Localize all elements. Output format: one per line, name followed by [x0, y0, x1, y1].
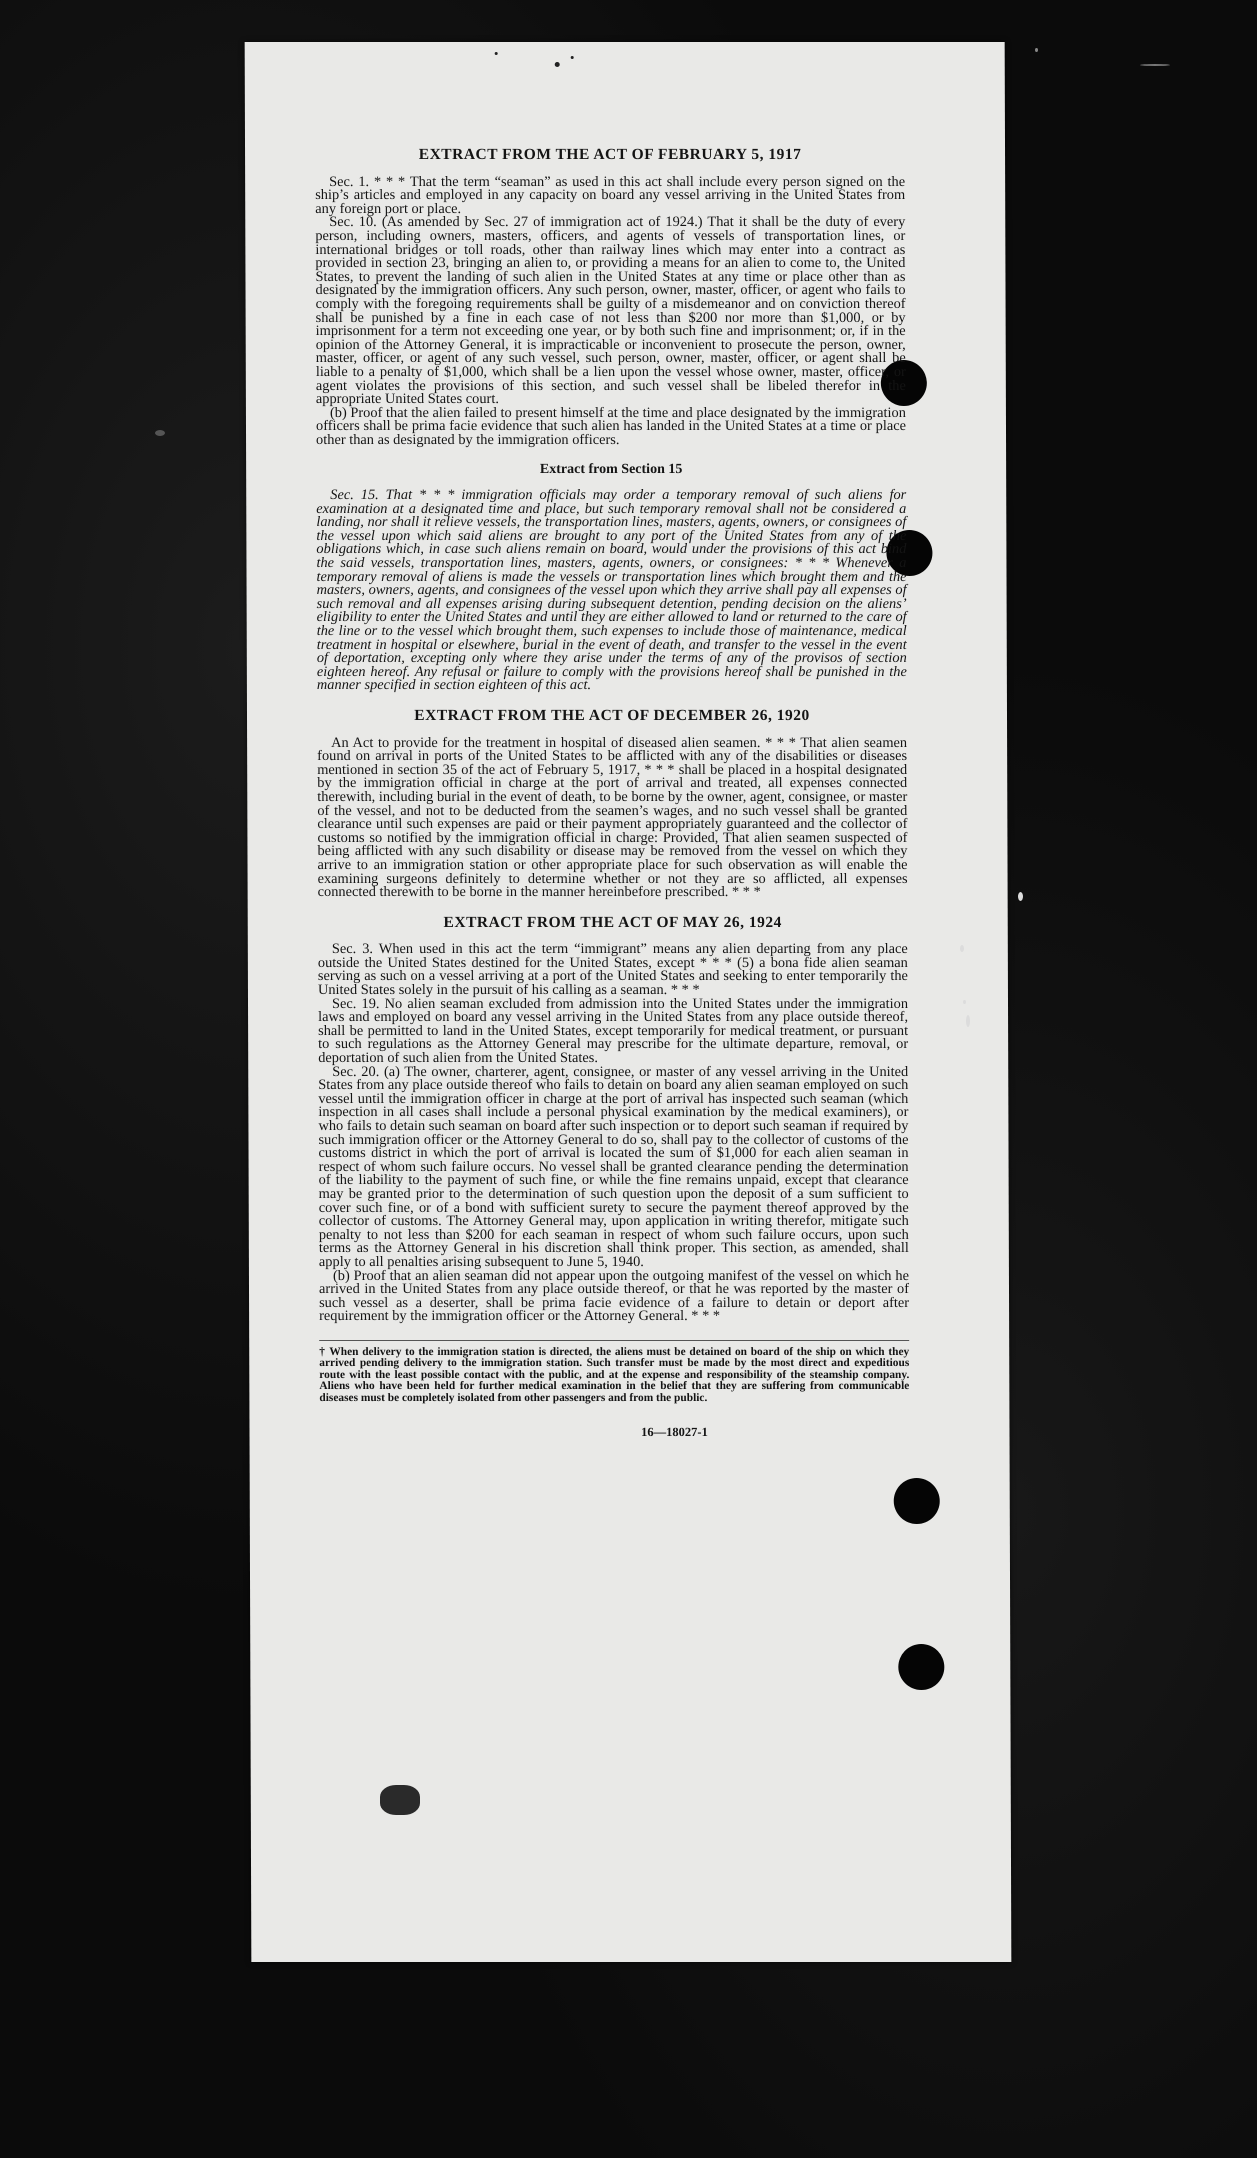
section-paragraph: Sec. 3. When used in this act the term “immigrant” means any alien departing from any place outside the United States destined for the United States, except * * * (5) a bona fide alien seaman serving as such on a vessel arriving at a port of the United States and seeking to enter temporarily the United States solely in the pursuit of his calling as a seaman. * * *: [317, 941, 908, 999]
punch-hole: [898, 1644, 944, 1690]
scan-speck: [966, 1015, 970, 1027]
document-content: [315, 148, 910, 1440]
section-heading: EXTRACT FROM THE ACT OF MAY 26, 1924: [443, 913, 782, 931]
section-paragraph: Sec. 19. No alien seaman excluded from admission into the United States under the immigration laws and employed on board any vessel arriving in the United States from any place outside thereof, shall be permitted to land in the United States, except temporarily for medical treatment, or pursuant to such regulations as the Attorney General may prescribe for the ultimate departure, removal, or deportation of such alien from the United States.: [318, 995, 909, 1067]
section-act-1920: [317, 706, 908, 901]
scan-speck: [1035, 48, 1038, 52]
section-paragraph: (b) Proof that the alien failed to present himself at the time and place designated by the immigration officers shall be prima facie evidence that such alien has landed in the United States at a time or place other than as designated by the immigration officers.: [315, 404, 907, 448]
scan-speck: [155, 430, 165, 436]
scan-smudge: [380, 1785, 420, 1815]
section-paragraph: Sec. 10. (As amended by Sec. 27 of immigration act of 1924.) That it shall be the duty of every person, including owners, masters, officers, and agents of vessels of transportation lines, or international bridges or toll roads, other than railway lines which may enter into a contract as provided in section 23, bringing an alien to, or providing a means for an alien to come to, the United States, to prevent the landing of such alien in the United States at any time or place other than as designated by the immigration officers. Any such person, owner, master, officer, or agent who fails to comply with the foregoing requirements shall be guilty of a misdemeanor and on conviction thereof shall be punished by a fine in each case of not less than $200 nor more than $1,000, or by imprisonment for a term not exceeding one year, or by both such fine and imprisonment; or, if in the opinion of the Attorney General, it is impracticable or inconvenient to prosecute the person, owner, master, officer, or agent of any such vessel, such person, owner, master, officer, or agent shall be liable to a penalty of $1,000, which shall be a lien upon the vessel whose owner, master, officer, or agent violates the provisions of this section, and such vessel shall be libeled therefor in the appropriate United States court.: [315, 214, 906, 408]
document-page: [245, 42, 1012, 1962]
section-paragraph: Sec. 20. (a) The owner, charterer, agent, consignee, or master of any vessel arriving in the United States from any place outside thereof who fails to detain on board any alien seaman employed on such vessel until the immigration officer in charge at the port of arrival has inspected such seaman (which inspection in all cases shall include a personal physical examination by the medical examiners), or who fails to detain such seaman on board after such inspection or to deport such seaman if required by such immigration officer or the Attorney General to do so, shall pay to the collector of customs of the customs district in which the port of arrival is located the sum of $1,000 for each alien seaman in respect of whom such failure occurs. No vessel shall be granted clearance pending the determination of the liability to the payment of such fine, or while the fine remains unpaid, except that clearance may be granted prior to the determination of such question upon the deposit of a sum sufficient to cover such fine, or of a bond with sufficient surety to secure the payment thereof approved by the collector of customs. The Attorney General may, upon application in writing therefor, mitigate such penalty to not less than $200 for each seaman in respect of whom such failure occurs, upon such terms as the Attorney General in his discretion shall think proper. This section, as amended, shall apply to all penalties arising subsequent to June 5, 1940.: [318, 1063, 909, 1270]
section-act-1917: [315, 148, 906, 447]
section-paragraph: An Act to provide for the treatment in hospital of diseased alien seamen. * * * That alien seamen found on arrival in ports of the United States to be afflicted with any of the disabilities or diseases mentioned in section 35 of the act of February 5, 1917, * * * shall be placed in a hospital designated by the immigration official in charge at the port of arrival and treated, all expenses connected therewith, including burial in the event of death, to be borne by the owner, agent, consignee, or master of the vessel, and not to be deducted from the seamen’s wages, and no such vessel shall be granted clearance until such expenses are paid or their payment appropriately guaranteed and the collector of customs so notified by the immigration official in charge: Provided, That alien seamen suspected of being afflicted with any such disability or disease may be removed from the vessel on which they arrive to an immigration station or other appropriate place for such observation as will enable the examining surgeons definitely to determine whether or not they are so afflicted, all expenses connected therewith to be borne in the manner hereinbefore prescribed. * * *: [317, 734, 908, 901]
ink-speck: [495, 52, 498, 55]
section-act-1924: [317, 913, 910, 1325]
scan-speck: [963, 1000, 966, 1004]
scan-speck: [1140, 64, 1170, 66]
scan-speck: [1018, 892, 1023, 901]
section-subheading: Extract from Section 15: [539, 462, 683, 478]
section-paragraph: Sec. 1. * * * That the term “seaman” as used in this act shall include every person signed on the ship’s articles and employed in any capacity on board any vessel arriving in the United States from any foreign port or place.: [315, 173, 906, 217]
ink-speck: [571, 56, 574, 59]
section-heading: EXTRACT FROM THE ACT OF DECEMBER 26, 1920: [414, 706, 810, 724]
scan-speck: [960, 945, 964, 952]
section-paragraph: (b) Proof that an alien seaman did not appear upon the outgoing manifest of the vessel on which he arrived in the United States from any place outside thereof, or that he was reported by the master of such vessel as a deserter, shall be prima facie evidence of a failure to detain or deport after requirement by the immigration officer or the Attorney General. * * *: [318, 1267, 910, 1325]
punch-hole: [894, 1478, 940, 1524]
form-number: 16—18027-1: [641, 1424, 708, 1439]
section-extract-15: [316, 463, 907, 693]
section-heading: EXTRACT FROM THE ACT OF FEBRUARY 5, 1917: [418, 146, 802, 163]
section-paragraph: Sec. 15. That * * * immigration officials may order a temporary removal of such aliens for examination at a designated time and place, but such temporary removal shall not be considered a landing, nor shall it relieve vessels, the transportation lines, masters, agents, owners, or consignees of the vessel upon which said aliens are brought to any port of the United States from any of the obligations which, in case such aliens remain on board, would under the provisions of this act bind the said vessels, transportation lines, masters, agents, owners, or consignees: * * * Whenever a temporary removal of aliens is made the vessels or transportation lines which brought them and the masters, owners, agents, and consignees of the vessel upon which they arrive shall pay all expenses of such removal and all expenses arising during subsequent detention, pending decision on the aliens’ eligibility to enter the United States and until they are either allowed to land or returned to the care of the line or to the vessel which brought them, such expenses to include those of maintenance, medical treatment in hospital or elsewhere, burial in the event of death, and transfer to the vessel in the event of deportation, excepting only where they arise under the terms of any of the provisos of section eighteen hereof. Any refusal or failure to comply with the provisions hereof shall be punished in the manner specified in section eighteen of this act.: [316, 487, 907, 694]
footnote: † When delivery to the immigration station is directed, the aliens must be detained on board of the ship on which they arrived pending delivery to the immigration station. Such transfer must be made by the most direct and expeditious route with the least possible contact with the public, and at the expense and responsibility of the steamship company. Aliens who have been held for further medical examination in the belief that they are suffering from communicable diseases must be completely isolated from other passengers and from the public.: [319, 1340, 909, 1404]
ink-speck: [555, 62, 560, 67]
